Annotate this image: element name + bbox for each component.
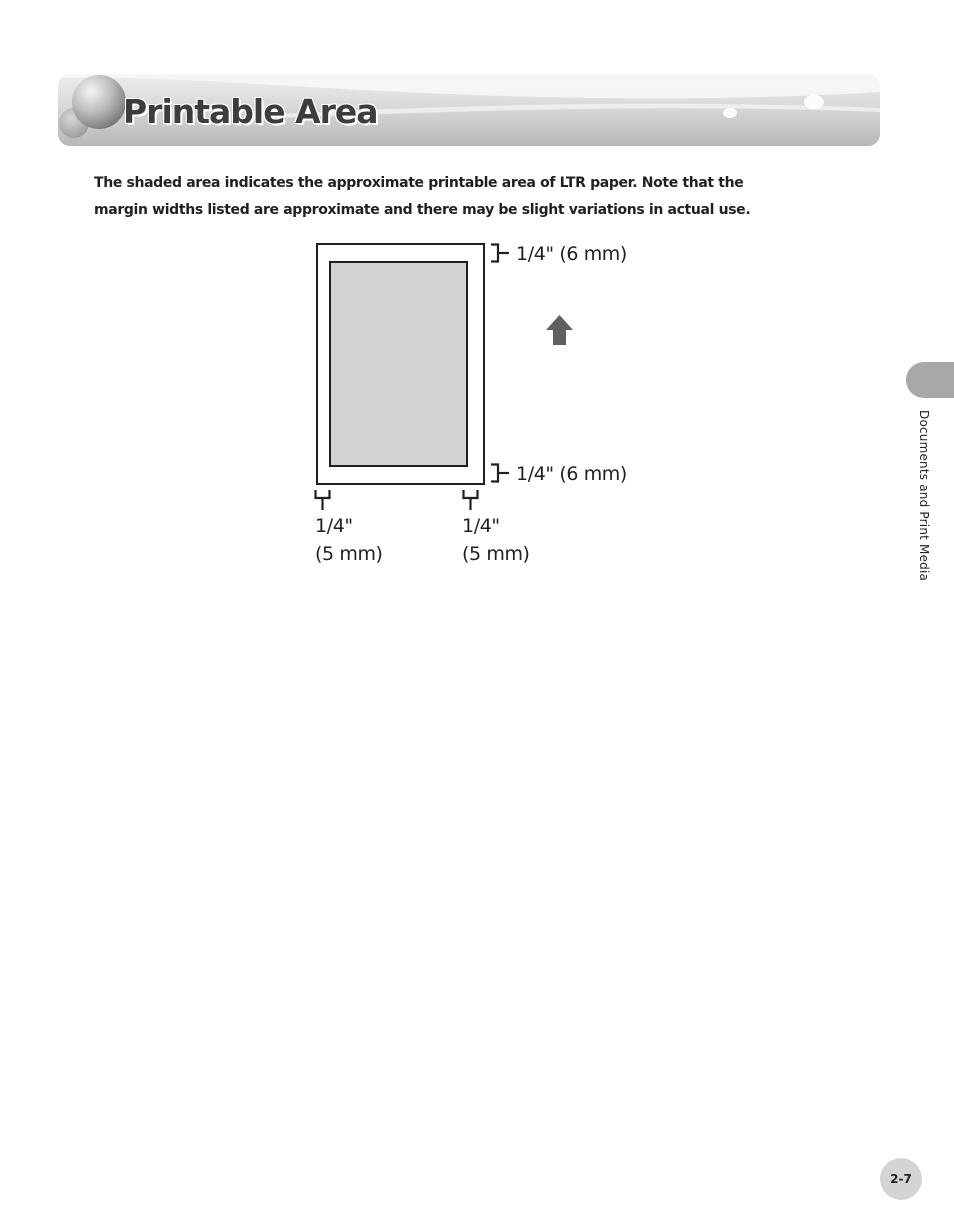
right-margin-inch: 1/4" — [462, 515, 500, 537]
bottom-margin-bracket-icon — [488, 463, 512, 483]
bottom-margin-label: 1/4" (6 mm) — [516, 463, 627, 485]
chapter-tab — [906, 362, 954, 398]
right-margin-label — [462, 512, 530, 568]
intro-paragraph — [94, 170, 834, 224]
top-margin-label: 1/4" (6 mm) — [516, 243, 627, 265]
top-margin-bracket-icon — [488, 243, 512, 263]
printable-area — [329, 261, 468, 467]
up-arrow-icon — [545, 314, 574, 346]
left-margin-mm: (5 mm) — [315, 543, 383, 565]
left-margin-label — [315, 512, 383, 568]
page-number-badge — [880, 1158, 922, 1200]
sphere-icon — [72, 75, 126, 129]
intro-line-2: margin widths listed are approximate and there may be slight variations in actual use. — [94, 202, 751, 218]
right-margin-bracket-icon — [462, 489, 480, 511]
page-title: Printable Area — [123, 92, 378, 131]
left-margin-inch: 1/4" — [315, 515, 353, 537]
right-margin-mm: (5 mm) — [462, 543, 530, 565]
page-number: 2-7 — [890, 1172, 912, 1186]
left-margin-bracket-icon — [314, 489, 332, 511]
chapter-tab-label: Documents and Print Media — [917, 410, 931, 582]
intro-line-1: The shaded area indicates the approximate printable area of LTR paper. Note that the — [94, 175, 744, 191]
